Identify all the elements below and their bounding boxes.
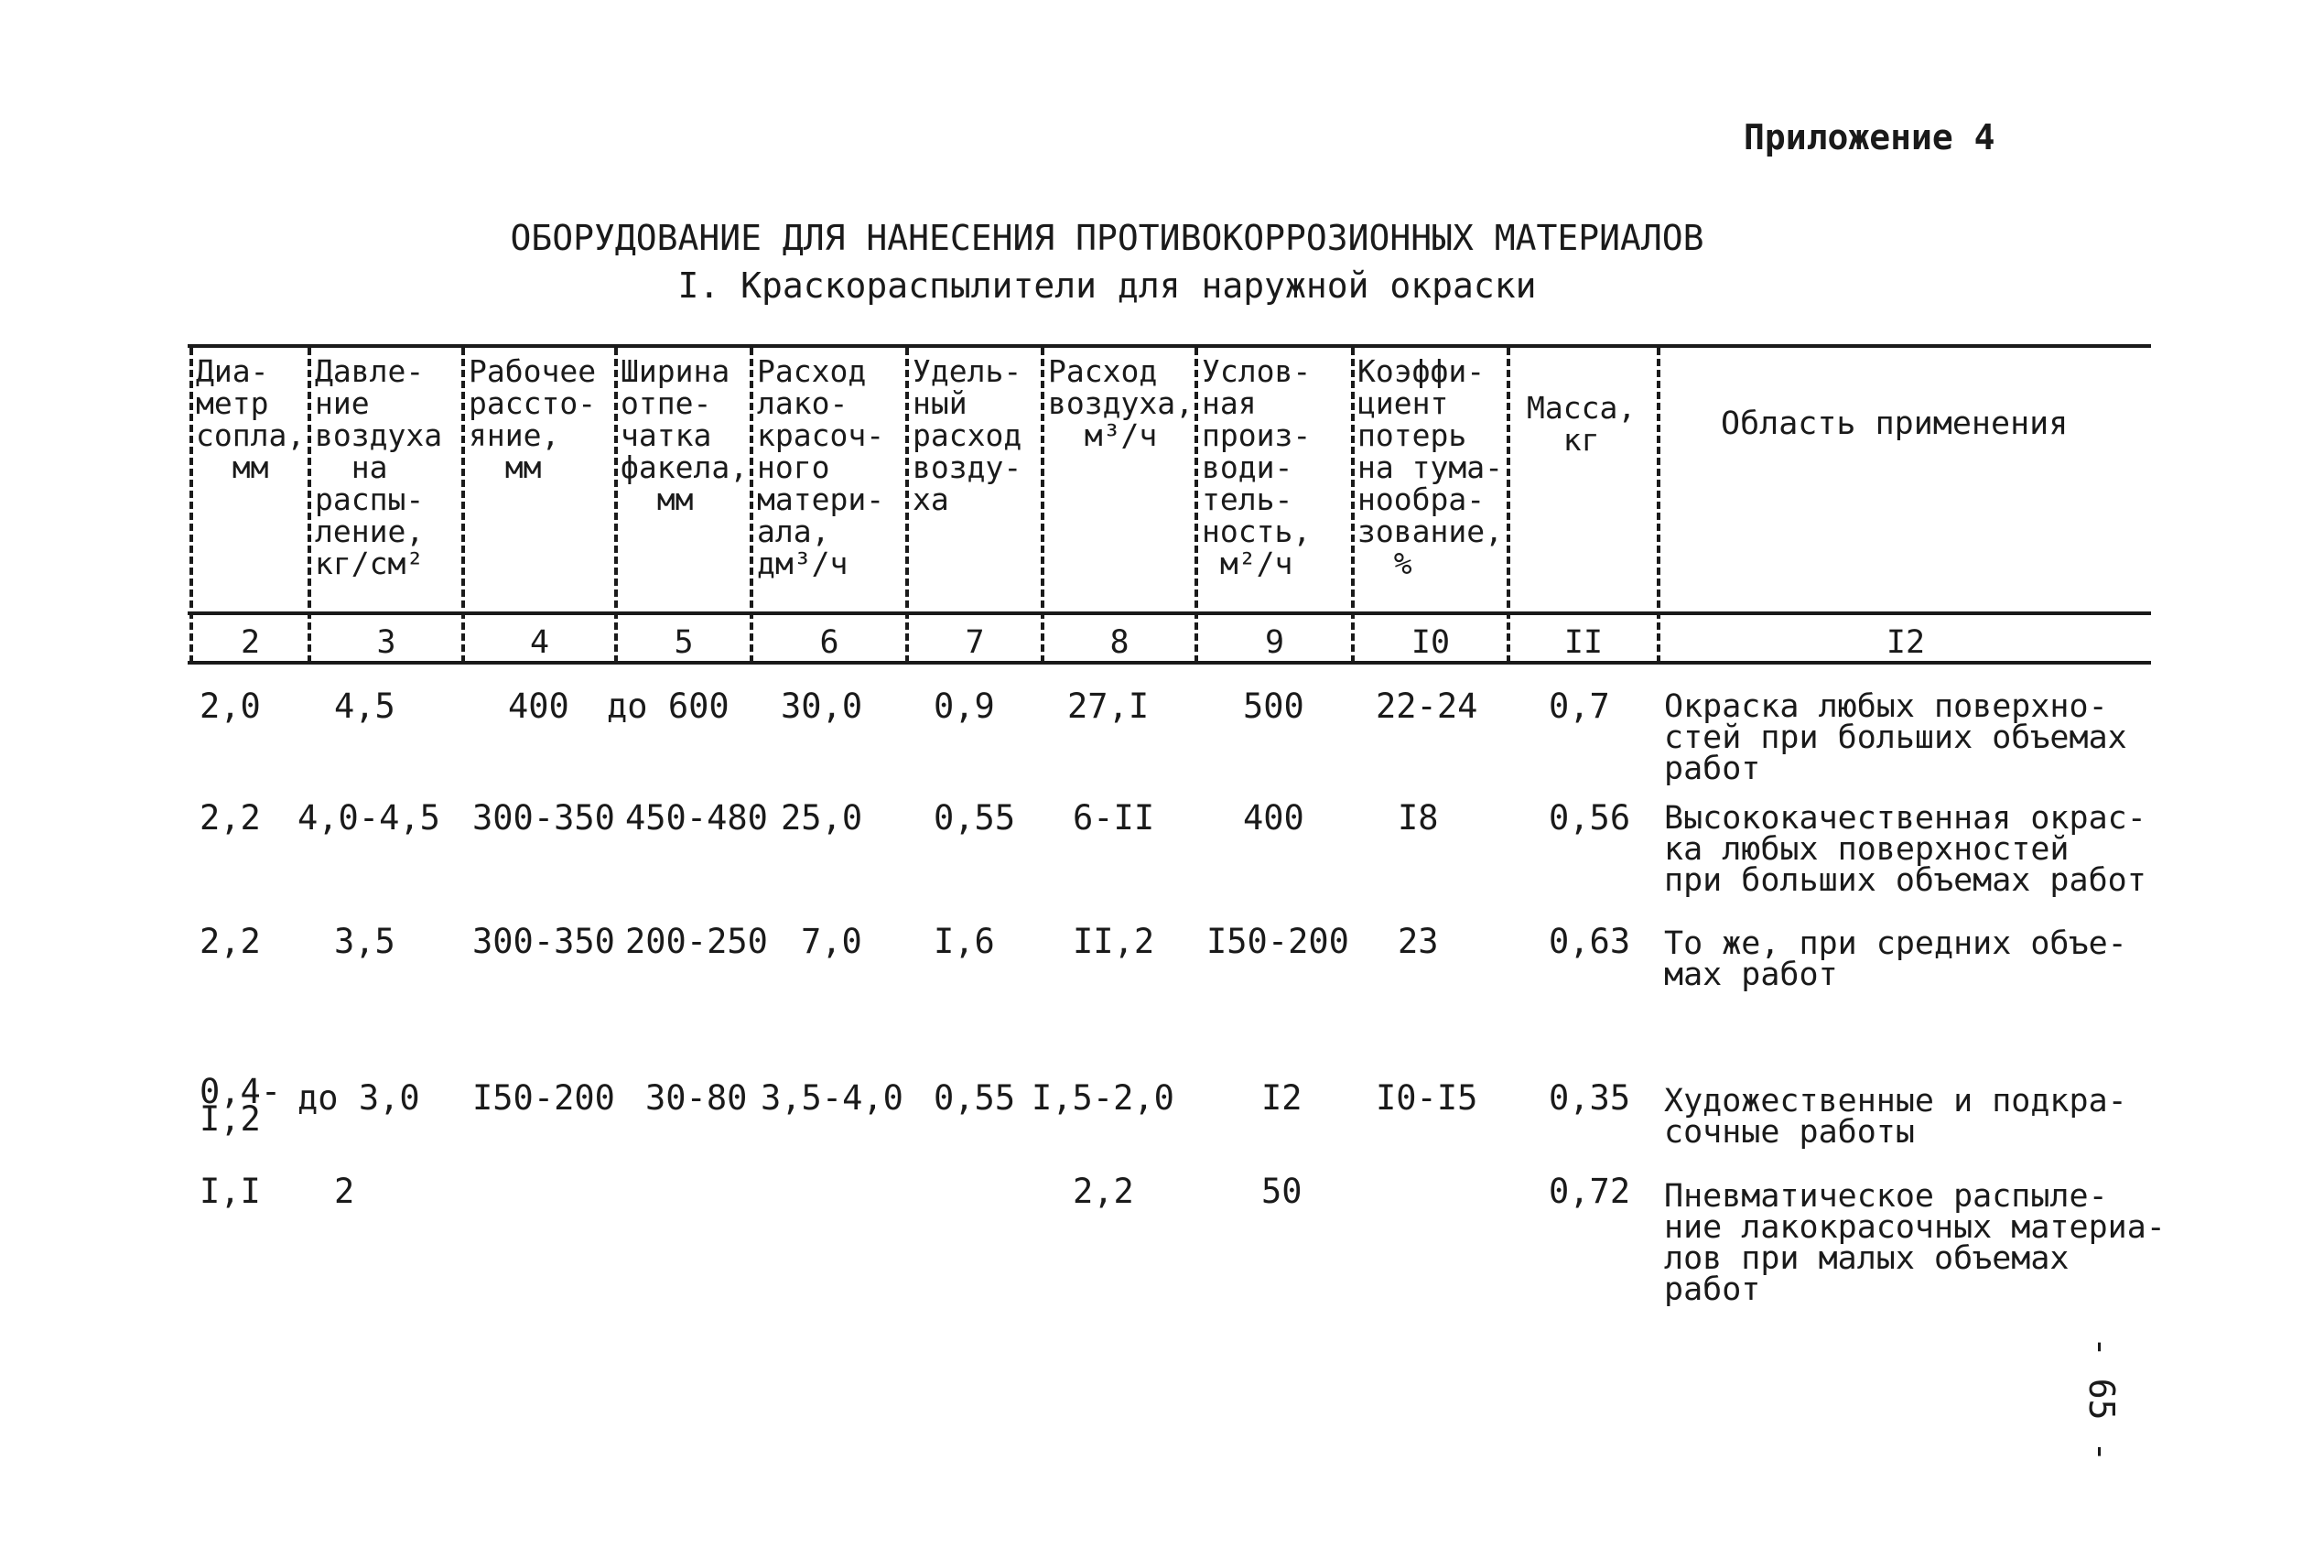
cell-mass: 0,35 — [1549, 1078, 1631, 1118]
column-divider — [1507, 348, 1510, 663]
cell-diameter: 2,2 — [200, 798, 261, 838]
cell-diameter: 2,0 — [200, 687, 261, 726]
cell-application: Высококачественная окрас- ка любых поверхностей при больших объемах работ — [1664, 800, 2146, 899]
cell-productivity: 500 — [1243, 687, 1304, 726]
column-number: II — [1563, 624, 1604, 661]
cell-distance: 300-350 — [472, 922, 615, 961]
page-number: - 65 - — [2081, 1336, 2122, 1463]
cell-pressure: до 3,0 — [297, 1078, 420, 1118]
column-divider — [308, 348, 311, 663]
cell-pressure: 3,5 — [334, 922, 395, 961]
cell-loss: I0-I5 — [1376, 1078, 1478, 1118]
header-cell: Расход лако- красоч- ного матери- ала, дм³/ч — [757, 353, 885, 581]
cell-specific-air: I,6 — [934, 922, 995, 961]
column-divider — [614, 348, 618, 663]
cell-air-flow: I,5-2,0 — [1032, 1078, 1174, 1118]
numbers-bottom-rule — [188, 661, 2151, 665]
column-divider — [1657, 348, 1660, 663]
header-cell: Удель- ный расход возду- ха — [913, 353, 1022, 517]
table-top-rule — [188, 344, 2151, 348]
cell-diameter: 0,4- I,2 — [200, 1072, 282, 1139]
cell-productivity: 50 — [1261, 1172, 1303, 1211]
cell-diameter: 2,2 — [200, 922, 261, 961]
cell-width: до 600 — [607, 687, 730, 726]
header-cell: Коэффи- циент потерь на тума- нообра- зование, % — [1357, 353, 1503, 581]
column-divider — [189, 348, 193, 663]
column-divider — [1041, 348, 1044, 663]
column-divider — [905, 348, 909, 663]
column-number: 4 — [529, 624, 550, 661]
column-number: I2 — [1886, 624, 1926, 661]
cell-distance: 400 — [508, 687, 569, 726]
cell-productivity: I50-200 — [1206, 922, 1349, 961]
document-title: ОБОРУДОВАНИЕ ДЛЯ НАНЕСЕНИЯ ПРОТИВОКОРРОЗИОННЫХ МАТЕРИАЛОВ — [510, 218, 1704, 258]
cell-flow: 30,0 — [781, 687, 863, 726]
cell-width: 200-250 — [625, 922, 768, 961]
cell-mass: 0,7 — [1549, 687, 1610, 726]
cell-distance: 300-350 — [472, 798, 615, 838]
cell-pressure: 4,5 — [334, 687, 395, 726]
cell-air-flow: 6-II — [1073, 798, 1155, 838]
cell-specific-air: 0,9 — [934, 687, 995, 726]
header-cell: Диа- метр сопла, мм — [196, 353, 306, 485]
column-number: 2 — [240, 624, 261, 661]
cell-air-flow: 27,I — [1067, 687, 1150, 726]
cell-distance: I50-200 — [472, 1078, 615, 1118]
cell-loss: 22-24 — [1376, 687, 1478, 726]
column-number: I0 — [1411, 624, 1451, 661]
column-number: 6 — [819, 624, 839, 661]
cell-air-flow: 2,2 — [1073, 1172, 1134, 1211]
cell-mass: 0,56 — [1549, 798, 1631, 838]
column-number: 8 — [1109, 624, 1130, 661]
header-cell: Давле- ние воздуха на распы- ление, кг/см² — [315, 353, 443, 581]
header-cell: Масса, кг — [1527, 390, 1637, 458]
cell-loss: I8 — [1398, 798, 1439, 838]
cell-productivity: I2 — [1261, 1078, 1303, 1118]
cell-application: Художественные и подкра- сочные работы — [1664, 1083, 2127, 1151]
cell-flow: 7,0 — [801, 922, 862, 961]
header-cell: Расход воздуха, м³/ч — [1048, 353, 1194, 453]
column-number: 3 — [376, 624, 396, 661]
column-number: 7 — [965, 624, 985, 661]
cell-specific-air: 0,55 — [934, 798, 1016, 838]
header-cell: Услов- ная произ- води- тель- ность, м²/ч — [1202, 353, 1312, 581]
cell-diameter: I,I — [200, 1172, 261, 1211]
header-cell: Область применения — [1721, 406, 2069, 442]
cell-specific-air: 0,55 — [934, 1078, 1016, 1118]
column-number: 5 — [674, 624, 694, 661]
cell-mass: 0,63 — [1549, 922, 1631, 961]
cell-mass: 0,72 — [1549, 1172, 1631, 1211]
column-divider — [1351, 348, 1355, 663]
cell-pressure: 2 — [334, 1172, 355, 1211]
header-cell: Рабочее рассто- яние, мм — [469, 353, 597, 485]
column-divider — [1194, 348, 1198, 663]
appendix-label: Приложение 4 — [1744, 117, 1995, 157]
cell-application: Окраска любых поверхно- стей при больших объемах работ — [1664, 688, 2127, 787]
cell-flow: 25,0 — [781, 798, 863, 838]
cell-application: Пневматическое распыле- ние лакокрасочных материа- лов при малых объемах работ — [1664, 1178, 2166, 1308]
section-subtitle: I. Краскораспылители для наружной окраски — [677, 265, 1537, 306]
column-divider — [461, 348, 465, 663]
cell-loss: 23 — [1398, 922, 1439, 961]
column-number: 9 — [1264, 624, 1285, 661]
header-bottom-rule — [188, 611, 2151, 615]
header-cell: Ширина отпе- чатка факела, мм — [621, 353, 749, 517]
cell-productivity: 400 — [1243, 798, 1304, 838]
cell-application: То же, при средних объе- мах работ — [1664, 925, 2127, 993]
column-divider — [750, 348, 753, 663]
cell-air-flow: II,2 — [1073, 922, 1155, 961]
cell-pressure: 4,0-4,5 — [297, 798, 440, 838]
cell-width: 30-80 — [645, 1078, 748, 1118]
cell-width: 450-480 — [625, 798, 768, 838]
cell-flow: 3,5-4,0 — [761, 1078, 903, 1118]
